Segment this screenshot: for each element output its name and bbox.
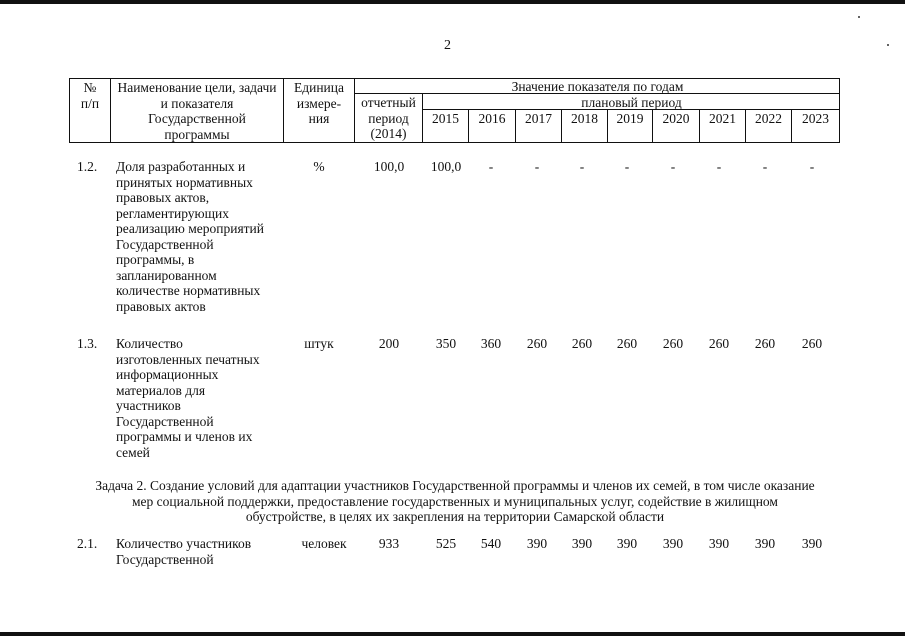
row-name: Доля разработанных и принятых нормативных правовых актов, регламентирующих реализацию мероприятий Государственной программы, в запланированном количестве нормативных правовых актов: [116, 159, 265, 314]
row-value: -: [762, 159, 768, 174]
row-value: 390: [708, 536, 730, 551]
row-number: 2.1.: [77, 536, 98, 551]
row-value: -: [716, 159, 722, 174]
header-report-period: отчетный период (2014): [361, 95, 416, 141]
header-year: 2016: [478, 111, 506, 126]
row-value: 360: [480, 336, 502, 351]
row-value: 390: [801, 536, 823, 551]
row-number: 1.2.: [77, 159, 98, 174]
row-value: 390: [616, 536, 638, 551]
row-value: -: [670, 159, 676, 174]
row-value: 390: [571, 536, 593, 551]
row-unit: %: [313, 159, 325, 174]
header-values-title: Значение показателя по годам: [511, 79, 684, 94]
header-year: 2020: [662, 111, 690, 126]
row-report-value: 100,0: [373, 159, 405, 174]
scan-bottom-border: [0, 632, 905, 636]
row-name: Количество участников Государственной: [116, 536, 252, 567]
row-report-value: 933: [378, 536, 400, 551]
row-value: 260: [571, 336, 593, 351]
row-report-value: 200: [378, 336, 400, 351]
row-number: 1.3.: [77, 336, 98, 351]
header-year: 2017: [525, 111, 552, 126]
row-value: 390: [526, 536, 548, 551]
header-name: Наименование цели, задачи и показателя Государственной программы: [117, 80, 277, 142]
row-value: -: [809, 159, 815, 174]
row-value: -: [534, 159, 540, 174]
row-value: 390: [754, 536, 776, 551]
header-year: 2015: [432, 111, 459, 126]
page-number: 2: [444, 38, 451, 53]
row-value: -: [579, 159, 585, 174]
task-2-heading: Задача 2. Создание условий для адаптации участников Государственной программы и членов их семей, в том числе оказание мер социальной поддержки, предоставление государственных и муниципальных услуг, содействие в жилищном обустройстве, в целях их закрепления на территории Самарской области: [95, 478, 815, 524]
header-year: 2019: [616, 111, 644, 126]
row-value: -: [488, 159, 494, 174]
header-year: 2021: [709, 111, 736, 126]
header-num: № п/п: [80, 80, 100, 111]
row-value: 260: [708, 336, 730, 351]
row-value: -: [624, 159, 630, 174]
row-value: 100,0: [430, 159, 462, 174]
row-value: 525: [435, 536, 457, 551]
row-value: 390: [662, 536, 684, 551]
row-value: 260: [662, 336, 684, 351]
row-unit: человек: [301, 536, 347, 551]
row-value: 350: [435, 336, 457, 351]
header-unit: Единица измере- ния: [293, 80, 344, 126]
row-value: 260: [754, 336, 776, 351]
header-year: 2023: [802, 111, 829, 126]
header-year: 2022: [755, 111, 782, 126]
header-year: 2018: [571, 111, 598, 126]
row-name: Количество изготовленных печатных информационных материалов для участников Государственной программы и членов их семей: [116, 336, 260, 460]
row-value: 260: [801, 336, 823, 351]
row-unit: штук: [304, 336, 334, 351]
row-value: 260: [526, 336, 548, 351]
row-value: 540: [480, 536, 502, 551]
row-value: 260: [616, 336, 638, 351]
header-planned-period: плановый период: [581, 95, 682, 110]
